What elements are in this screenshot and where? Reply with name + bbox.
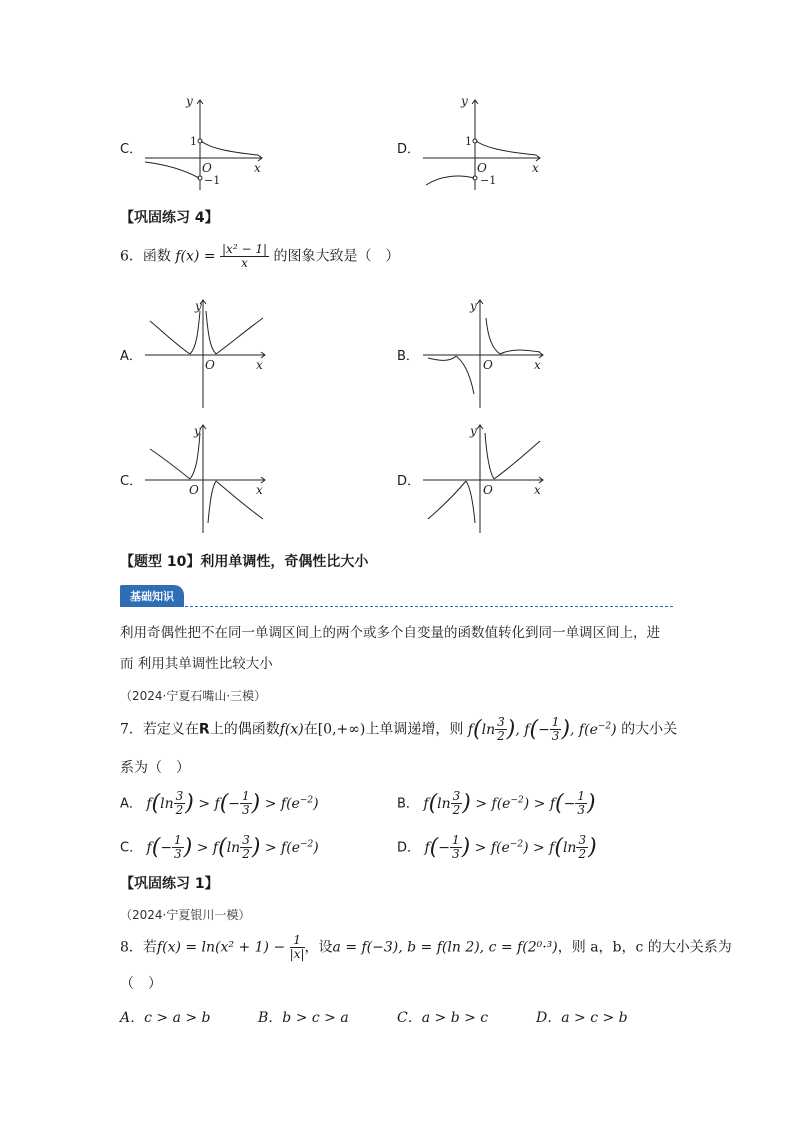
q5-option-d-label: D．: [397, 142, 421, 157]
svg-text:1: 1: [465, 135, 472, 148]
svg-text:y: y: [470, 299, 477, 313]
q6-suffix: 的图象大致是（ ）: [273, 248, 400, 265]
practice1-heading: 【巩固练习 1】: [120, 876, 219, 892]
svg-text:x: x: [534, 358, 541, 372]
topic10-heading: 【题型 10】利用单调性，奇偶性比大小: [120, 554, 369, 570]
practice4-heading: 【巩固练习 4】: [120, 210, 219, 226]
q6-option-a-label: A．: [120, 349, 142, 364]
origin-label: O: [202, 161, 212, 175]
svg-text:x: x: [256, 483, 263, 497]
q8-option-c: C．a > b > c: [397, 1010, 489, 1026]
y-axis-label: y: [186, 94, 193, 108]
q6-fraction: [220, 243, 269, 270]
svg-text:O: O: [189, 483, 199, 497]
q6-numerator: |x² − 1|: [222, 242, 267, 256]
basics-banner: [120, 585, 673, 607]
q8-line2: （ ）: [120, 976, 162, 992]
q7-line2: 系为（ ）: [120, 760, 190, 776]
svg-text:O: O: [477, 161, 487, 175]
q6-prefix: 6．函数: [120, 248, 171, 265]
q8-source: （2024·宁夏银川一模）: [120, 908, 251, 922]
q6-denominator: x: [241, 256, 248, 270]
basics-text-line1: 利用奇偶性把不在同一单调区间上的两个或多个自变量的函数值转化到同一单调区间上，进: [120, 625, 660, 641]
basics-badge: 基础知识: [120, 585, 184, 607]
svg-text:x: x: [256, 358, 263, 372]
svg-text:O: O: [483, 483, 493, 497]
q7-option-a: A． f(ln $\frac{3}{2}$ ) > f(− $\frac{1}{3}$ ) > $f(e^{-2})$: [120, 789, 319, 817]
q6-func: f(x) =: [175, 248, 216, 265]
svg-text:y: y: [461, 94, 468, 108]
svg-text:O: O: [483, 358, 493, 372]
q5-option-c-label: C．: [120, 142, 143, 157]
svg-text:y: y: [195, 299, 202, 313]
basics-divider: [120, 606, 673, 607]
q8-option-b: B．b > c > a: [258, 1010, 349, 1026]
svg-text:y: y: [194, 424, 201, 438]
q7-source: （2024·宁夏石嘴山·三模）: [120, 689, 267, 703]
q6-stem: [120, 243, 399, 270]
q6-option-c-label: C．: [120, 474, 143, 489]
x-axis-label: x: [254, 161, 261, 175]
q7-compare-expr: f(ln $\frac{3}{2}$ ), f(− $\frac{1}{3}$ ), $f(e^{-2})$: [467, 715, 617, 743]
q6-option-b-label: B．: [397, 349, 419, 364]
q6-graph-a: [140, 296, 275, 411]
tick-neg1: −1: [204, 174, 221, 187]
q6-graph-b: [418, 296, 553, 411]
q6-graph-c: [140, 421, 275, 536]
svg-text:y: y: [470, 424, 477, 438]
q7-option-c: C． f(− $\frac{1}{3}$ ) > f(ln $\frac{3}{2}$ ) > $f(e^{-2})$: [120, 833, 319, 861]
q8-stem: 8．若f(x) = ln(x² + 1) − $\frac{1}{|x|}$ ，设a = f(−3), b = f(ln 2), c = f(2⁰·³)，则 a，b，c 的大小关系为: [120, 933, 732, 961]
basics-text-line2: 而 利用其单调性比较大小: [120, 656, 273, 672]
tick-1: 1: [190, 135, 197, 148]
q8-option-d: D．a > c > b: [536, 1010, 628, 1026]
q6-option-d-label: D．: [397, 474, 421, 489]
svg-text:x: x: [532, 161, 539, 175]
q8-option-a: A．c > a > b: [120, 1010, 211, 1026]
svg-text:O: O: [205, 358, 215, 372]
svg-text:−1: −1: [480, 174, 497, 187]
svg-text:x: x: [534, 483, 541, 497]
q5-graph-c: [140, 92, 270, 192]
q6-graph-d: [418, 421, 553, 536]
q5-graph-d: [418, 92, 548, 192]
q7-stem: 7．若定义在R上的偶函数f(x)在[0,+∞)上单调递增，则 f(ln $\frac{3}{2}$ ), f(− $\frac{1}{3}$ ), $f(e^{-2})$ 的大小关: [120, 715, 678, 743]
q7-option-d: D． f(− $\frac{1}{3}$ ) > $f(e^{-2}) > f(\ln$ $\frac{3}{2}$ ): [397, 833, 597, 861]
q7-option-b: B． f(ln $\frac{3}{2}$ ) > $f(e^{-2}) > f(-$ $\frac{1}{3}$ ): [397, 789, 596, 817]
